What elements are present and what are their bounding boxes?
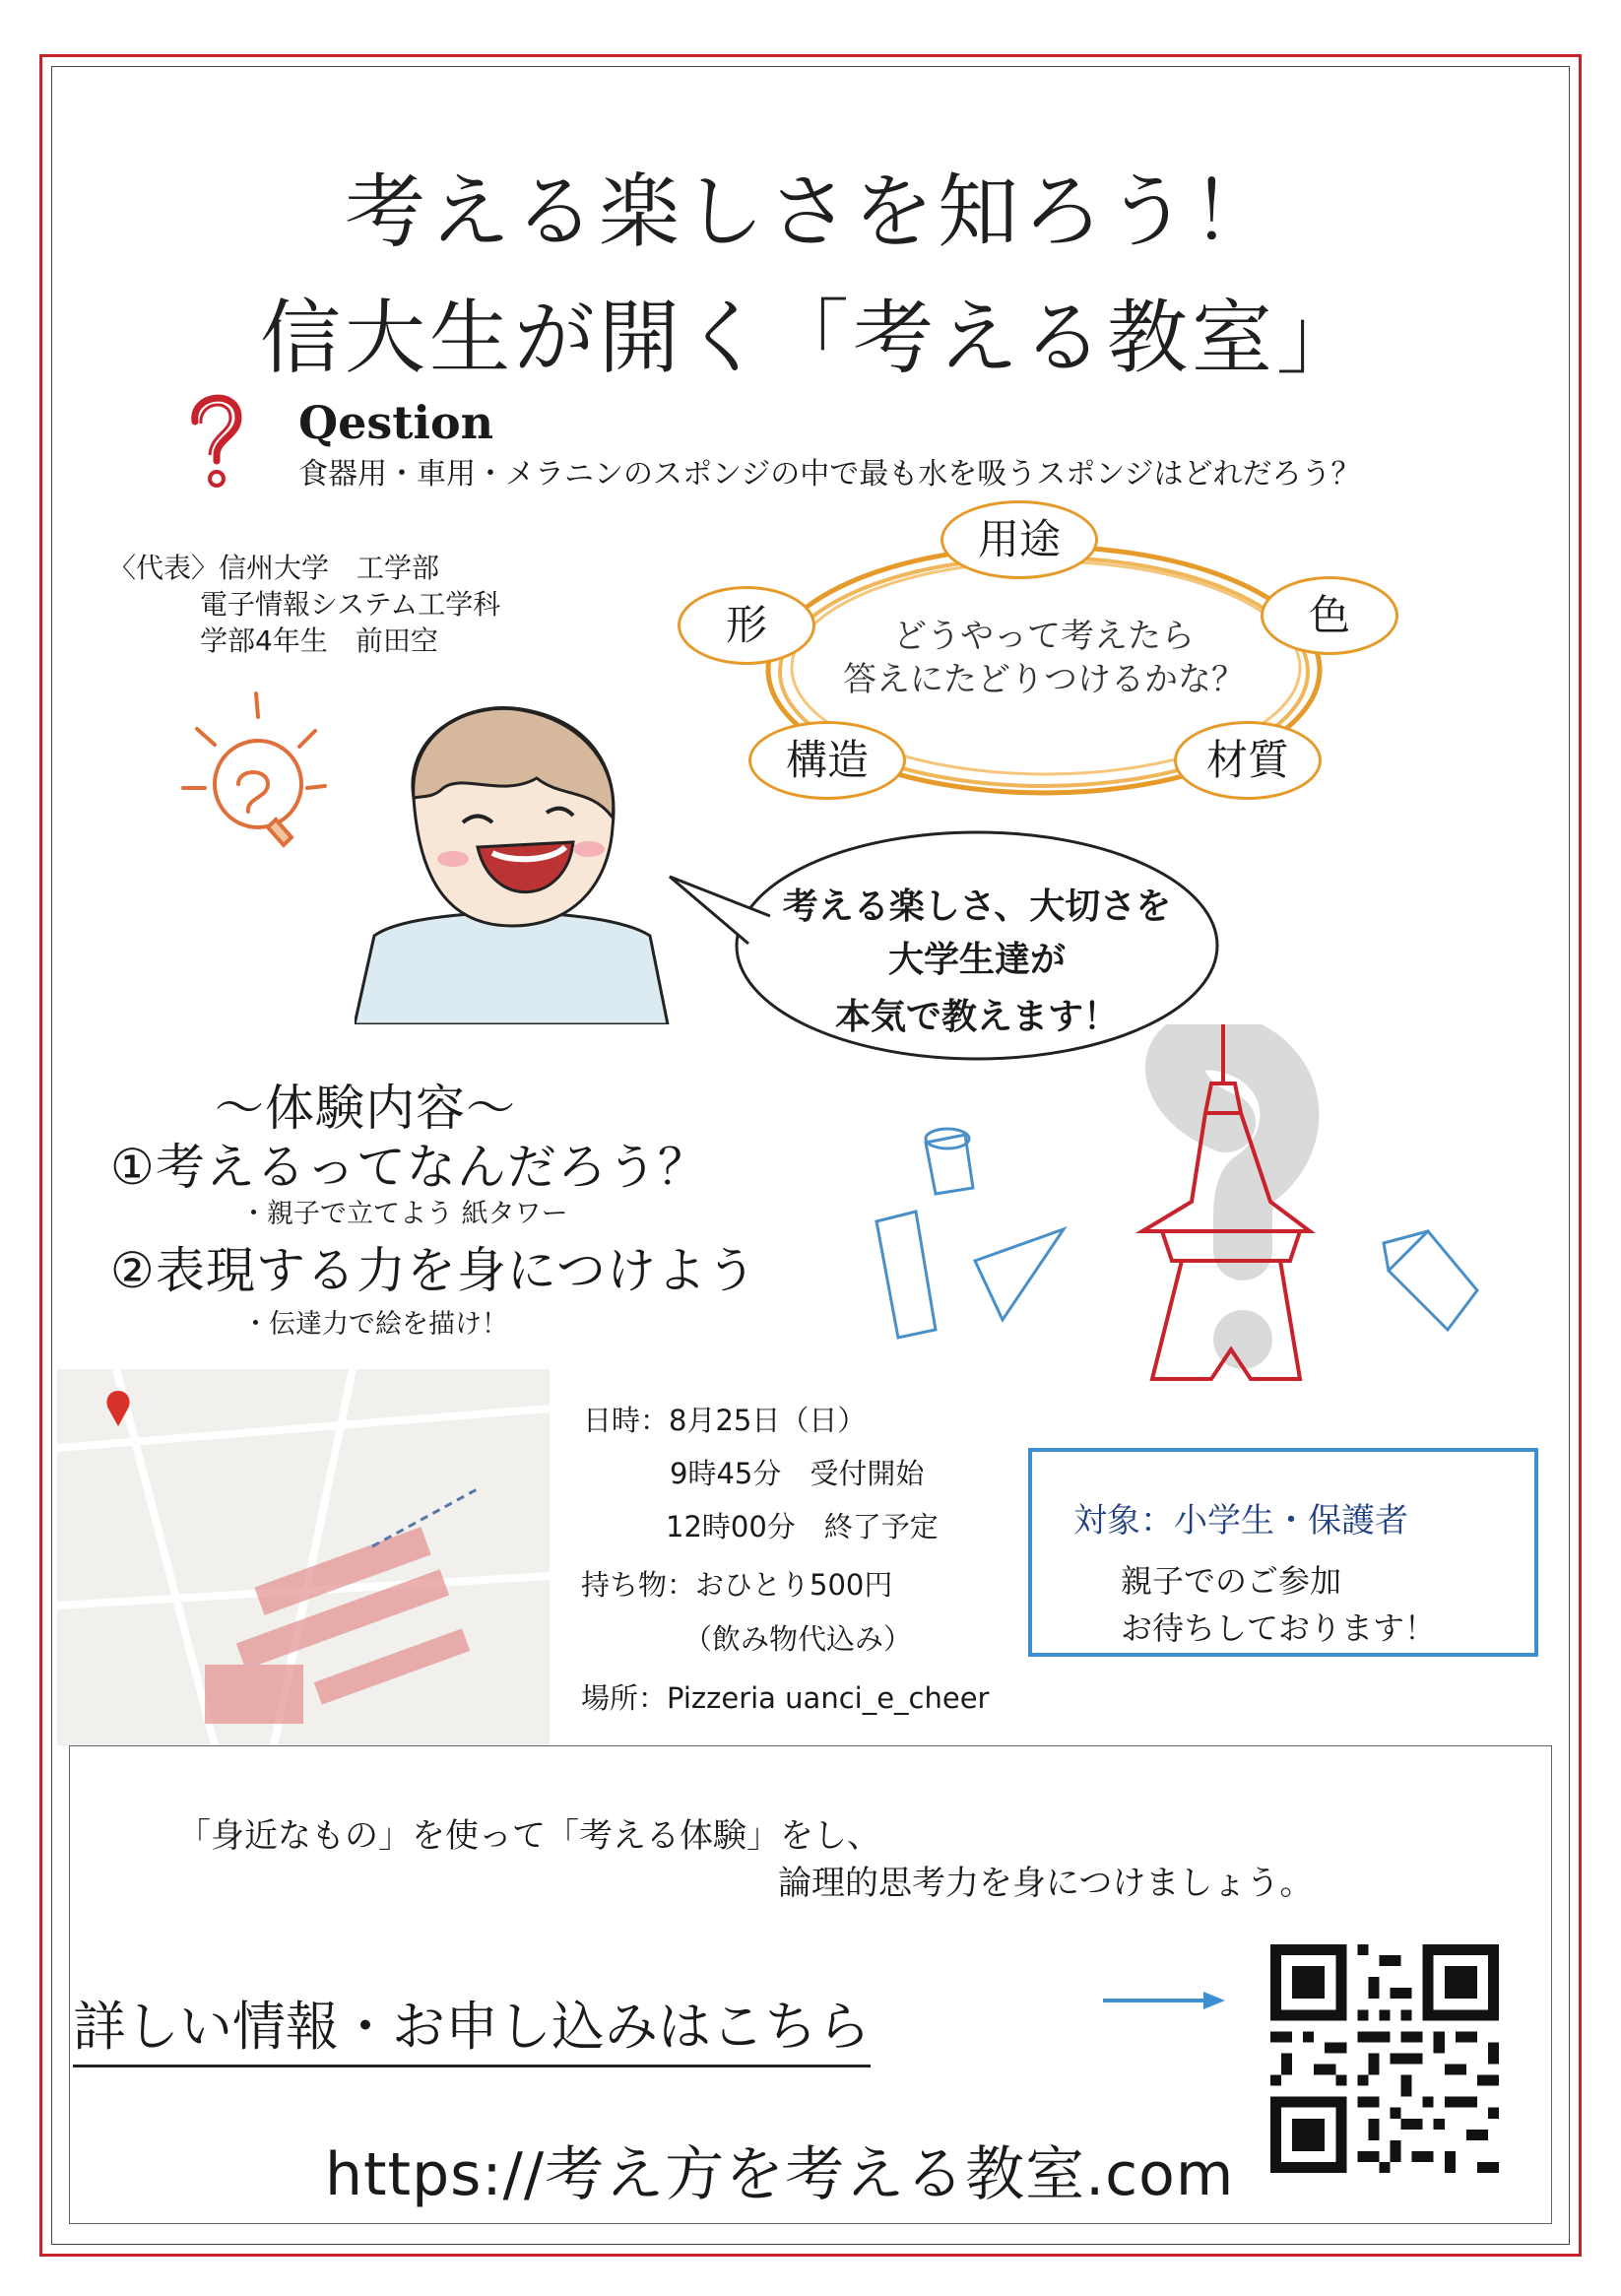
ring-center-line-2: 答えにたどりつけるかな？	[843, 660, 1245, 699]
speech-line-1: 考える楽しさ、大切さを	[782, 886, 1172, 927]
bottom-message-line-2: 論理的思考力を身につけましょう。	[778, 1864, 1314, 1903]
question-heading: Qestion	[298, 396, 494, 449]
student-character-illustration	[355, 680, 670, 1024]
target-line-1: 親子でのご参加	[1121, 1562, 1342, 1600]
application-link[interactable]: 詳しい情報・お申し込みはこちら	[73, 1985, 871, 2067]
pill-kozo: 構造	[748, 721, 906, 800]
pill-zaishitsu: 材質	[1174, 721, 1322, 800]
speech-line-2: 大学生達が	[887, 940, 1066, 980]
title-line-2: 信大生が開く「考える教室」	[259, 292, 1361, 385]
speech-line-3: 本気で教えます！	[834, 997, 1119, 1037]
sketch-tower-illustration	[837, 1024, 1546, 1418]
experience-item-1: ①考えるってなんだろう？	[110, 1139, 708, 1196]
event-bring-note: （飲み物代込み）	[683, 1622, 913, 1656]
target-line-2: お待ちしております！	[1121, 1609, 1437, 1647]
representative-line-1: 〈代表〉信州大学 工学部	[108, 552, 440, 584]
light-bulb-icon	[177, 689, 345, 857]
qr-code-image[interactable]	[1268, 1944, 1501, 2173]
representative-line-3: 学部4年生 前田空	[200, 624, 438, 657]
event-end: 12時00分 終了予定	[666, 1510, 939, 1543]
target-label: 対象：小学生・保護者	[1073, 1501, 1408, 1541]
event-date: 日時：8月25日（日）	[583, 1404, 867, 1437]
experience-item-1-sub: ・親子で立てよう 紙タワー	[240, 1199, 568, 1229]
pill-katachi: 形	[678, 586, 815, 665]
question-text: 食器用・車用・メラニンのスポンジの中で最も水を吸うスポンジはどれだろう？	[298, 457, 1361, 492]
event-reception: 9時45分 受付開始	[670, 1457, 925, 1490]
right-arrow-icon	[1101, 1986, 1229, 2015]
pill-yoto: 用途	[940, 500, 1098, 579]
question-mark-icon	[177, 384, 256, 492]
event-place: 場所：Pizzeria uanci_e_cheer	[581, 1681, 990, 1715]
title-line-1: 考える楽しさを知ろう！	[344, 165, 1276, 259]
pill-iro: 色	[1261, 576, 1398, 655]
representative-line-2: 電子情報システム工学科	[200, 588, 501, 621]
ring-center-line-1: どうやって考えたら	[893, 617, 1195, 656]
experience-item-2: ②表現する力を身につけよう	[110, 1242, 757, 1299]
experience-heading: ～体験内容～	[215, 1080, 516, 1137]
website-url[interactable]: https://考え方を考える教室.com	[325, 2140, 1235, 2209]
location-map	[57, 1369, 550, 1745]
bottom-message-line-1: 「身近なもの」を使って「考える体験」をし、	[177, 1816, 880, 1856]
event-bring: 持ち物：おひとり500円	[581, 1568, 893, 1602]
experience-item-2-sub: ・伝達力で絵を描け！	[242, 1309, 508, 1340]
